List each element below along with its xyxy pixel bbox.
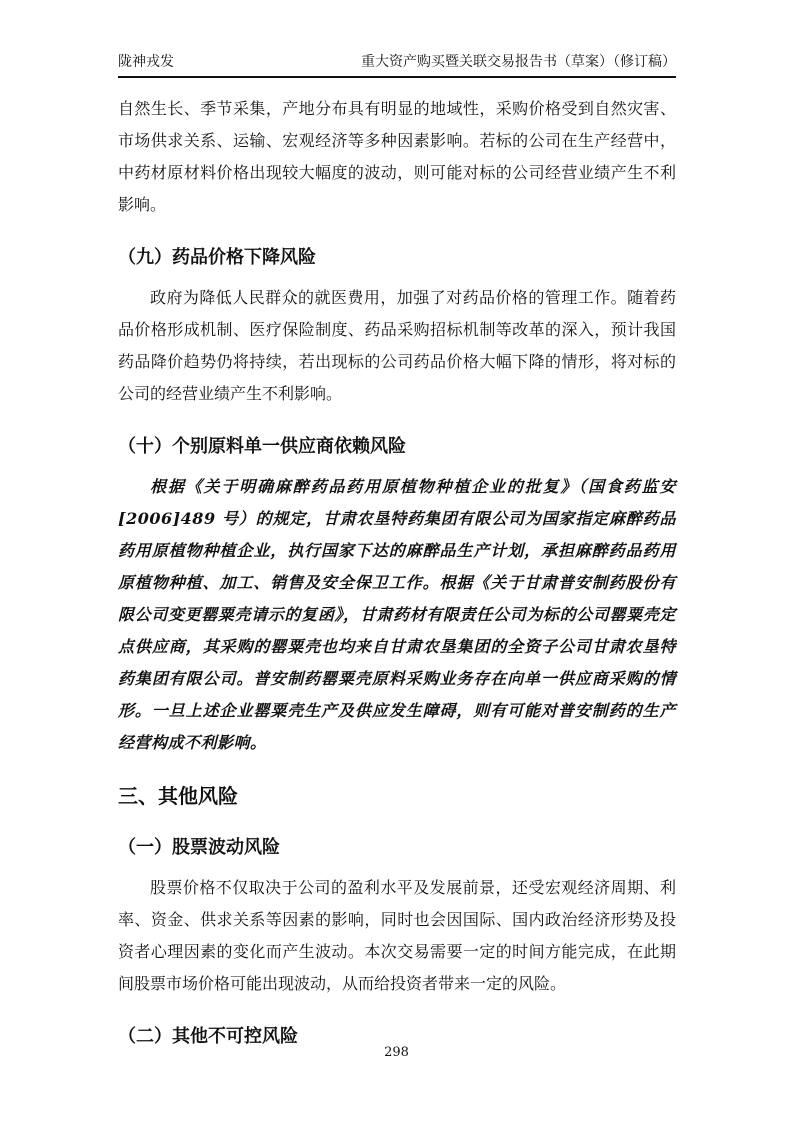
page-header bbox=[118, 52, 676, 78]
section-heading-3-1: （一）股票波动风险 bbox=[118, 837, 280, 857]
intro-paragraph: 自然生长、季节采集，产地分布具有明显的地域性，采购价格受到自然灾害、市场供求关系、运输、宏观经济等多种因素影响。若标的公司在生产经营中，中药材原材料价格出现较大幅度的波动，则可能对标的公司经营业绩产生不利影响。 bbox=[118, 99, 676, 214]
section-heading-10: （十）个别原料单一供应商依赖风险 bbox=[118, 436, 406, 456]
section-9-paragraph: 政府为降低人民群众的就医费用，加强了对药品价格的管理工作。随着药品价格形成机制、医疗保险制度、药品采购招标机制等改革的深入，预计我国药品降价趋势仍将持续，若出现标的公司药品价格大幅下降的情形，将对标的公司的经营业绩产生不利影响。 bbox=[118, 288, 676, 403]
header-company-name: 陇神戎发 bbox=[118, 54, 174, 70]
section-heading-9: （九）药品价格下降风险 bbox=[118, 247, 316, 267]
chapter-heading-other-risks: 三、其他风险 bbox=[118, 786, 238, 808]
page-number: 298 bbox=[384, 1045, 409, 1060]
section-heading-3-2: （二）其他不可控风险 bbox=[118, 1026, 298, 1046]
section-3-1-paragraph: 股票价格不仅取决于公司的盈利水平及发展前景，还受宏观经济周期、利率、资金、供求关系等因素的影响，同时也会因国际、国内政治经济形势及投资者心理因素的变化而产生波动。本次交易需要一定的时间方能完成，在此期间股票市场价格可能出现波动，从而给投资者带来一定的风险。 bbox=[118, 878, 676, 993]
header-report-title: 重大资产购买暨关联交易报告书（草案）（修订稿） bbox=[361, 54, 676, 70]
section-10-paragraph: 根据《关于明确麻醉药品药用原植物种植企业的批复》（国食药监安[2006]489 号）的规定，甘肃农垦特药集团有限公司为国家指定麻醉药品药用原植物种植企业，执行国家下达的麻醉品生产计划，承担麻醉药品药用原植物种植、加工、销售及安全保卫工作。根据《关于甘肃普安制药股份有限公司变更罂粟壳请示的复函》，甘肃药材有限责任公司为标的公司罂粟壳定点供应商，其采购的罂粟壳也均来自甘肃农垦集团的全资子公司甘肃农垦特药集团有限公司。普安制药罂粟壳原料采购业务存在向单一供应商采购的情形。一旦上述企业罂粟壳生产及供应发生障碍，则有可能对普安制药的生产经营构成不利影响。 bbox=[118, 477, 676, 752]
